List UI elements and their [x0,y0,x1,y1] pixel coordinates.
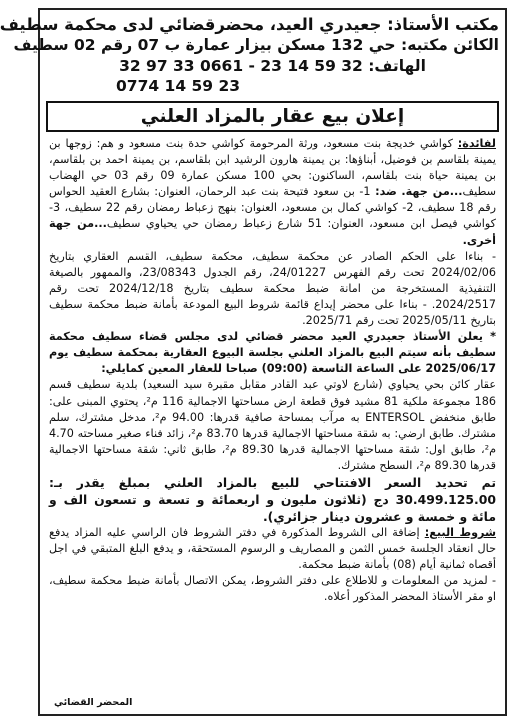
office-header [0,10,505,98]
defendants-label: ضد: [375,185,397,199]
phone-numbers-1: 32 97 33 0661 - 23 14 59 32 [119,57,363,75]
phone-block [46,56,499,96]
legal-basis-paragraph: - بناءا على الحكم الصادر عن محكمة سطيف، محكمة سطيف، القسم العقاري بتاريخ 2024/02/06 تحت رقم الفهرس 24/01227، رقم الجدول 23/08343، والممهور بالصيغة التنفيذية المستخرجة من امانة ضبط محكمة سطيف بتاريخ 2024/12/18 تحت رقم 2024/2517. - بناءا على محضر إيداع قائمة شروط البيع المودعة بأمانة ضبط محكمة سطيف بتاريخ 2025/05/11 تحت رقم 2025/71. [49,249,497,328]
defendants-text: 1- بن سعود فتيحة بنت عبد الرحمان، العنوان: بشارع العقيد الحواس رقم 18 سطيف، 2- كواشي كمال بن مسعود، العنوان: بنهج زعباط رمضان رقم 22 سطيف، 3- كواشي فيصل ابن مسعود، العنوان: 51 شارع زعباط رمضان حي يحياوي سطيف [49,185,496,231]
plaintiffs-paragraph [49,136,496,249]
plaintiffs-text: كواشي خديجة بنت مسعود، ورثة المرحومة كواشي حدة بنت مسعود و هم: زوجها بن يمينة بلقاسم بن فوضيل، أبناؤها: بن يمينة هارون الرشيد ابن بلقاسم، بن يمينة احمد بن بلقاسم، بن يمينة حياة بنت بلقاسم، الساكنون: بحي 100 مسكن عمارة 09 رقم 03 حي الهضاب سطيف [49,137,497,199]
property-description-paragraph: عقار كائن بحي يحياوي (شارع لاوتي عبد القادر مقابل مقبرة سيد السعيد) بلدية سطيف قسم 186 مجموعة ملكية 81 مشيد فوق قطعة ارض مساحتها الاجمالية 116 م²، يحتوي المبنى على: طابق منخفض ENTERSOL به مرآب بمساحة صافية قدرها: 94.00 م²، مدخل مشترك، سلم مشترك. طابق ارضي: به شقة مساحتها الاجمالية قدرها 83.70 م²، زائد فناء صغير مساحته 4.70 م²، طابق اول: شقة مساحتها الاجمالية قدرها 89.30 م²، طابق ثاني: شقة مساحتها الاجمالية قدرها 89.30 م²، السطح مشترك. [49,378,497,472]
sale-conditions-paragraph [49,525,496,573]
defendants-end: ...من جهة أخرى. [49,217,496,247]
starting-price-paragraph: تم تحديد السعر الافتتاحي للبيع بالمزاد العلني بمبلغ يقدر بـ: 30.499.125.00 دج (ثلاثون مليون و اربعمائة و تسعة و تسعون الف و مائة و خمسة و عشرون دينار جزائري). [49,474,496,524]
sale-conditions-label: شروط البيع: [424,525,496,539]
plaintiffs-end: ...من جهة. [401,185,463,199]
auction-announcement-paragraph: * يعلن الأستاذ جعيدري العيد محضر قضائي لدى مجلس قضاء سطيف محكمة سطيف بأنه سيتم البيع بالمزاد العلني بجلسة البيوع العقارية بمحكمة سطيف يوم 2025/06/17 على الساعة التاسعة (09:00) صباحا للعقار المعين كمايلي: [49,330,496,376]
notice-title-banner: إعلان بيع عقار بالمزاد العلني [46,101,499,132]
phone-label: الهاتف: [368,57,426,75]
contact-paragraph: - لمزيد من المعلومات و للاطلاع على دفتر الشروط، يمكن الاتصال بأمانة ضبط محكمة سطيف، او مقر الأستاذ المحضر المذكور أعلاه. [49,574,496,604]
sale-conditions-text: إضافة الى الشروط المذكورة في دفتر الشروط فان الراسي عليه المزاد يدفع حال انعقاد الجلسة خمس الثمن و المصاريف و الرسوم المستحقة، و يدفع البلغ المتبقي في اجل أقصاه ثمانية أيام (08) بأمانة ضبط محكمة. [49,525,496,572]
office-address-line: الكائن مكتبه: حي 132 مسكن بيزار عمارة ب 07 رقم 02 سطيف [13,36,499,54]
phone-numbers-2: 0774 14 59 23 [116,77,241,95]
notice-document [0,8,507,716]
office-name-line: مكتب الأستاذ: جعيدري العيد، محضرقضائي لدى محكمة سطيف [0,15,499,34]
bailiff-signature: المحضر القضائي [54,697,133,708]
plaintiffs-label: لفائدة: [457,137,496,150]
notice-body [40,132,505,605]
